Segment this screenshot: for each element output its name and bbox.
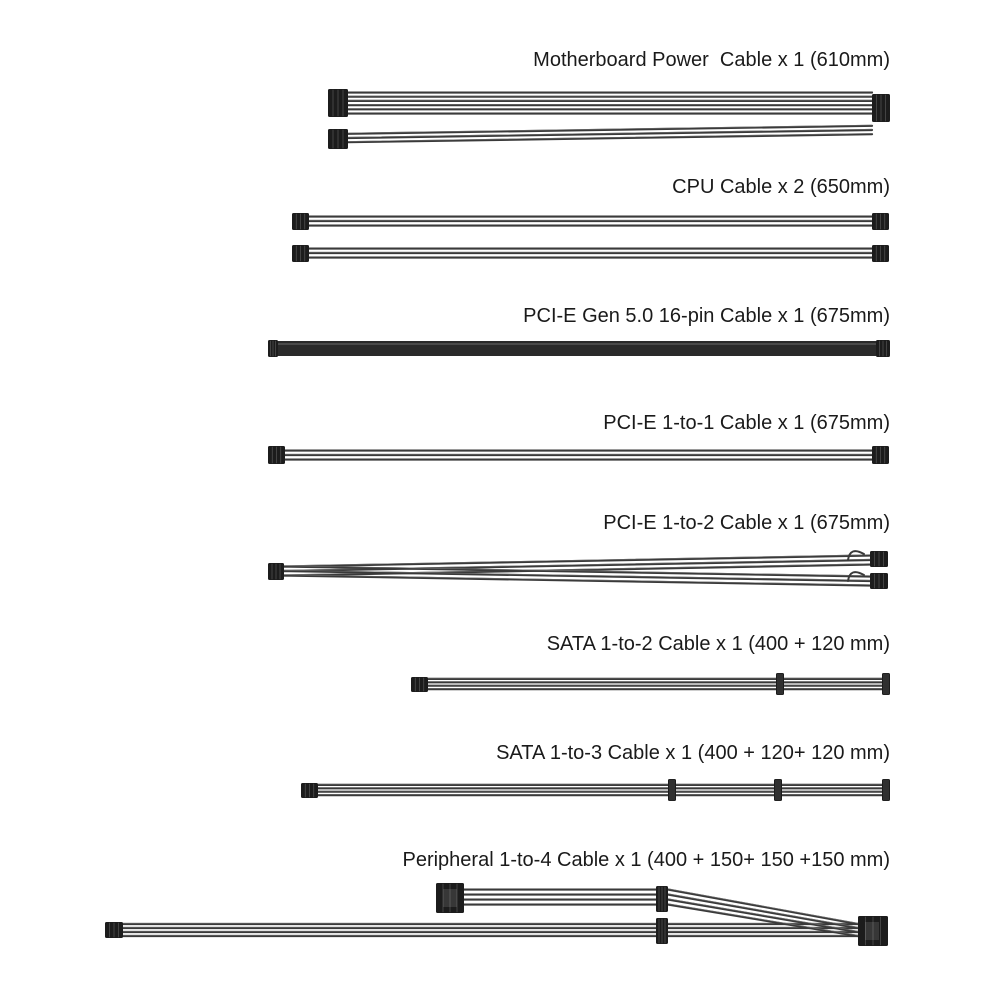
motherboard-cable-wire-2: [347, 130, 872, 138]
peripheral-cable-wire-diag-shine: [668, 899, 858, 932]
sata-1to3-cable-label: SATA 1-to-3 Cable x 1 (400 + 120+ 120 mm): [496, 742, 890, 764]
pcie-1to2-cable-label: PCI-E 1-to-2 Cable x 1 (675mm): [603, 512, 890, 534]
pcie-1to1-cable-label: PCI-E 1-to-1 Cable x 1 (675mm): [603, 412, 890, 434]
peripheral-molex-end-face: [865, 922, 879, 940]
peripheral-1to4-cable-label: Peripheral 1-to-4 Cable x 1 (400 + 150+ 150 +150 mm): [402, 849, 890, 871]
peripheral-molex-top-face: [443, 889, 457, 907]
peripheral-cable-wire-diag-shine: [668, 889, 858, 924]
pcie-gen5-cable-label: PCI-E Gen 5.0 16-pin Cable x 1 (675mm): [523, 305, 890, 327]
cpu-cable-label: CPU Cable x 2 (650mm): [672, 176, 890, 198]
motherboard-cable-label: Motherboard Power Cable x 1 (610mm): [533, 49, 890, 71]
peripheral-cable-wire-diag: [668, 890, 858, 925]
pcie-1to2-cable-wire-a-shine: [284, 555, 870, 566]
motherboard-cable-wire-2: [347, 126, 872, 134]
pcie-gen5-cable-sleeve: [276, 341, 876, 356]
sata-1to2-cable-label: SATA 1-to-2 Cable x 1 (400 + 120 mm): [546, 633, 890, 655]
peripheral-cable-wire-diag-shine: [668, 894, 858, 928]
motherboard-cable-wire-2: [347, 134, 872, 142]
